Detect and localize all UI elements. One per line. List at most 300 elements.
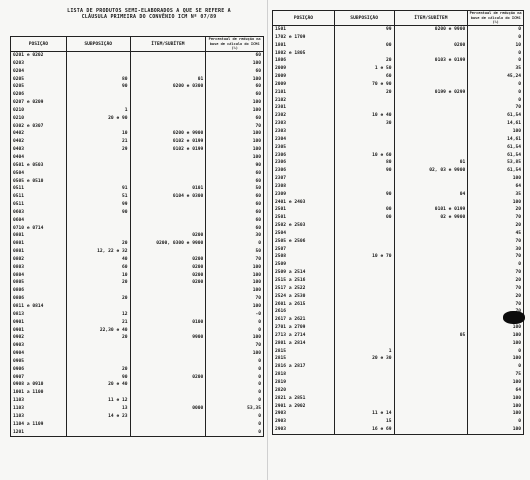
cell-percentual: 70	[206, 342, 264, 350]
table-row	[273, 183, 524, 191]
table-row	[11, 264, 264, 272]
table-row	[11, 225, 264, 233]
cell-subposicao	[334, 308, 394, 316]
cell-item	[130, 170, 206, 178]
cell-item: 0200	[394, 42, 468, 50]
cell-percentual: 0	[468, 57, 524, 65]
cell-subposicao: 00	[334, 42, 394, 50]
cell-item: 02 e 9900	[394, 214, 468, 222]
cell-posicao: 2816 a 2817	[273, 363, 335, 371]
cell-percentual: 90	[206, 162, 264, 170]
header-subposicao: SUBPOSIÇÃO	[334, 11, 394, 26]
table-row	[11, 303, 264, 311]
cell-item	[394, 246, 468, 254]
cell-percentual: 60	[206, 217, 264, 225]
cell-item: 0101	[130, 185, 206, 193]
cell-subposicao	[334, 371, 394, 379]
cell-percentual: 100	[206, 264, 264, 272]
cell-percentual: 60	[206, 115, 264, 123]
cell-item	[394, 379, 468, 387]
cell-posicao: 1001 a 1100	[11, 389, 67, 397]
table-row	[273, 246, 524, 254]
cell-item	[130, 366, 206, 374]
cell-posicao: 0902	[11, 334, 67, 342]
cell-percentual: 30	[468, 246, 524, 254]
cell-posicao: 0302 e 0307	[11, 123, 67, 131]
cell-subposicao: 20 e 90	[66, 115, 130, 123]
cell-subposicao	[334, 379, 394, 387]
cell-percentual: 70	[468, 301, 524, 309]
table-row	[273, 120, 524, 128]
cell-posicao: 0505 e 0510	[11, 178, 67, 186]
cell-item: 0200	[130, 264, 206, 272]
cell-percentual: 60	[206, 209, 264, 217]
cell-percentual: 100	[206, 146, 264, 154]
table-row	[273, 199, 524, 207]
cell-subposicao: 15	[334, 418, 394, 426]
cell-item	[394, 410, 468, 418]
cell-item	[394, 34, 468, 42]
cell-item	[394, 293, 468, 301]
cell-subposicao: 20 e 30	[334, 355, 394, 363]
cell-subposicao	[334, 136, 394, 144]
cell-item: 0100	[130, 319, 206, 327]
cell-posicao: 0511	[11, 193, 67, 201]
cell-posicao: 0511	[11, 185, 67, 193]
cell-item	[394, 120, 468, 128]
cell-item: 01	[130, 76, 206, 84]
cell-percentual: 60	[206, 68, 264, 76]
cell-subposicao: 90	[66, 209, 130, 217]
cell-item	[394, 371, 468, 379]
cell-posicao: 0402	[11, 130, 67, 138]
cell-subposicao	[66, 389, 130, 397]
cell-posicao: 0802	[11, 256, 67, 264]
cell-posicao: 2601 a 2615	[273, 301, 335, 309]
table-row	[11, 240, 264, 248]
cell-subposicao	[334, 363, 394, 371]
cell-item: 0200	[130, 374, 206, 382]
table-row	[273, 206, 524, 214]
cell-posicao: 2818	[273, 371, 335, 379]
cell-percentual: 20	[468, 293, 524, 301]
cell-item	[130, 429, 206, 437]
cell-percentual: 14,61	[468, 136, 524, 144]
cell-posicao: 2307	[273, 175, 335, 183]
cell-percentual: 100	[206, 350, 264, 358]
cell-posicao: 0604	[11, 217, 67, 225]
table-row	[11, 311, 264, 319]
table-row	[11, 421, 264, 429]
cell-subposicao	[334, 230, 394, 238]
ink-blot-mark	[503, 311, 525, 324]
cell-percentual: 35	[468, 191, 524, 199]
cell-posicao: 2903	[273, 418, 335, 426]
cell-subposicao	[66, 170, 130, 178]
cell-item	[394, 418, 468, 426]
cell-percentual: 100	[468, 175, 524, 183]
table-row	[273, 159, 524, 167]
cell-posicao: 0204	[11, 68, 67, 76]
cell-percentual: 61,54	[468, 112, 524, 120]
table-row	[11, 256, 264, 264]
cell-posicao: 2501	[273, 214, 335, 222]
table-row	[273, 285, 524, 293]
cell-posicao: 2009	[273, 81, 335, 89]
table-row	[11, 319, 264, 327]
cell-item	[394, 340, 468, 348]
cell-posicao: 0906	[11, 366, 67, 374]
cell-percentual: 70	[468, 214, 524, 222]
table-row	[273, 57, 524, 65]
cell-item: 0101 e 0199	[394, 206, 468, 214]
cell-item	[394, 175, 468, 183]
cell-posicao: 1702 e 1709	[273, 34, 335, 42]
cell-item	[130, 225, 206, 233]
cell-percentual: 100	[206, 334, 264, 342]
cell-subposicao	[334, 324, 394, 332]
cell-posicao: 0811 e 0814	[11, 303, 67, 311]
cell-subposicao: 10 e 70	[334, 253, 394, 261]
cell-posicao: 0803	[11, 264, 67, 272]
header-item: ÍTEM/SUBÍTEM	[394, 11, 468, 26]
cell-subposicao	[66, 287, 130, 295]
cell-item: 0103 e 0199	[394, 57, 468, 65]
cell-item	[130, 413, 206, 421]
cell-subposicao	[66, 52, 130, 60]
cell-item	[394, 97, 468, 105]
cell-percentual: 30	[206, 232, 264, 240]
cell-percentual: 45,24	[468, 73, 524, 81]
cell-percentual: 70	[206, 123, 264, 131]
table-row	[11, 397, 264, 405]
cell-item	[394, 230, 468, 238]
cell-subposicao	[66, 162, 130, 170]
cell-posicao: 2302	[273, 112, 335, 120]
cell-percentual: 70	[468, 238, 524, 246]
cell-posicao: 2502 e 2503	[273, 222, 335, 230]
table-row	[273, 97, 524, 105]
cell-item	[130, 217, 206, 225]
cell-posicao: 1501	[273, 26, 335, 34]
cell-item	[394, 316, 468, 324]
cell-item	[394, 301, 468, 309]
cell-percentual: 0	[468, 26, 524, 34]
cell-subposicao: 21	[66, 319, 130, 327]
table-row	[11, 178, 264, 186]
cell-percentual: 0	[206, 389, 264, 397]
cell-item: 02, 03 e 9900	[394, 167, 468, 175]
cell-percentual: 60	[206, 178, 264, 186]
cell-subposicao	[334, 222, 394, 230]
table-row	[11, 146, 264, 154]
cell-percentual: 70	[468, 269, 524, 277]
cell-subposicao	[334, 316, 394, 324]
cell-posicao: 0907	[11, 374, 67, 382]
cell-posicao: 0801	[11, 240, 67, 248]
cell-item: 0102 e 0199	[130, 146, 206, 154]
cell-item	[130, 287, 206, 295]
cell-item: 05	[394, 332, 468, 340]
table-row	[11, 327, 264, 335]
cell-item: 01	[394, 159, 468, 167]
cell-subposicao	[334, 285, 394, 293]
cell-item	[130, 60, 206, 68]
cell-item	[394, 81, 468, 89]
cell-percentual: 60	[206, 83, 264, 91]
table-row	[273, 261, 524, 269]
cell-subposicao	[334, 403, 394, 411]
cell-item	[394, 73, 468, 81]
cell-subposicao	[334, 183, 394, 191]
cell-subposicao	[66, 421, 130, 429]
cell-item	[394, 238, 468, 246]
cell-percentual: 100	[206, 279, 264, 287]
header-subposicao: SUBPOSIÇÃO	[66, 37, 130, 52]
cell-subposicao	[66, 99, 130, 107]
cell-item	[394, 199, 468, 207]
cell-percentual: 70	[206, 256, 264, 264]
cell-subposicao	[66, 68, 130, 76]
cell-percentual: -0	[206, 311, 264, 319]
title-line-1: LISTA DE PRODUTOS SEMI-ELABORADOS A QUE SE REFERE A	[67, 8, 231, 14]
cell-item	[394, 144, 468, 152]
cell-subposicao: 00	[334, 214, 394, 222]
cell-subposicao: 30	[334, 120, 394, 128]
table-row	[11, 405, 264, 413]
cell-item	[130, 358, 206, 366]
cell-subposicao	[334, 277, 394, 285]
cell-percentual: 0	[206, 421, 264, 429]
cell-percentual: 20	[468, 222, 524, 230]
header-item: ÍTEM/SUBÍTEM	[130, 37, 206, 52]
cell-subposicao: 20	[66, 295, 130, 303]
cell-posicao: 2304	[273, 136, 335, 144]
cell-posicao: 2515 a 2516	[273, 277, 335, 285]
table-row	[11, 91, 264, 99]
table-row	[11, 350, 264, 358]
cell-subposicao	[334, 199, 394, 207]
table-row	[273, 191, 524, 199]
cell-posicao: 2820	[273, 387, 335, 395]
cell-posicao: 2306	[273, 159, 335, 167]
cell-percentual: 100	[206, 154, 264, 162]
cell-subposicao: 10 e 60	[334, 152, 394, 160]
table-row	[273, 379, 524, 387]
cell-subposicao	[334, 238, 394, 246]
cell-posicao: 0603	[11, 209, 67, 217]
table-row	[273, 128, 524, 136]
cell-percentual: 0	[206, 381, 264, 389]
table-row	[11, 217, 264, 225]
cell-posicao: 2819	[273, 379, 335, 387]
cell-percentual: 10	[468, 42, 524, 50]
table-row	[273, 363, 524, 371]
table-row	[11, 366, 264, 374]
table-row	[273, 387, 524, 395]
table-row	[11, 201, 264, 209]
table-row	[11, 209, 264, 217]
cell-posicao: 2009	[273, 73, 335, 81]
cell-subposicao: 80	[66, 76, 130, 84]
cell-subposicao: 20	[66, 366, 130, 374]
cell-item: 0104 e 0300	[130, 193, 206, 201]
cell-posicao: 0501 e 0503	[11, 162, 67, 170]
cell-item	[130, 327, 206, 335]
cell-subposicao: 20	[66, 240, 130, 248]
cell-percentual: 0	[468, 81, 524, 89]
cell-item	[130, 209, 206, 217]
cell-subposicao: 20	[334, 57, 394, 65]
cell-posicao: 2401 e 2403	[273, 199, 335, 207]
cell-percentual: 70	[468, 104, 524, 112]
cell-item	[394, 363, 468, 371]
cell-percentual: 100	[468, 395, 524, 403]
cell-posicao: 1103	[11, 405, 67, 413]
cell-posicao: 0801	[11, 232, 67, 240]
cell-subposicao: 10	[66, 130, 130, 138]
cell-item: 0200 e 9900	[130, 130, 206, 138]
cell-item	[394, 50, 468, 58]
cell-item	[394, 152, 468, 160]
table-row	[11, 248, 264, 256]
table-row	[273, 301, 524, 309]
cell-item	[394, 136, 468, 144]
table-row	[11, 374, 264, 382]
cell-percentual: 64	[468, 387, 524, 395]
table-row	[273, 81, 524, 89]
cell-percentual: 60	[206, 91, 264, 99]
cell-item	[130, 303, 206, 311]
cell-item	[394, 128, 468, 136]
cell-item: 0200 e 9900	[394, 26, 468, 34]
table-row	[273, 395, 524, 403]
cell-item	[394, 324, 468, 332]
cell-subposicao	[334, 340, 394, 348]
cell-posicao: 2101	[273, 89, 335, 97]
cell-subposicao	[66, 232, 130, 240]
cell-posicao: 2524 a 2530	[273, 293, 335, 301]
cell-posicao: 2509	[273, 261, 335, 269]
table-header-row	[273, 11, 524, 26]
cell-percentual: 20	[468, 277, 524, 285]
cell-subposicao	[334, 301, 394, 309]
cell-posicao: 2306	[273, 152, 335, 160]
cell-percentual: 0	[468, 97, 524, 105]
table-row	[273, 418, 524, 426]
table-row	[273, 308, 524, 316]
header-posicao: POSIÇÃO	[273, 11, 335, 26]
table-row	[11, 429, 264, 437]
cell-posicao: 1801	[273, 42, 335, 50]
cell-subposicao: 00	[334, 206, 394, 214]
table-row	[11, 60, 264, 68]
cell-posicao: 0805	[11, 279, 67, 287]
cell-item	[130, 178, 206, 186]
cell-subposicao: 22,30 e 40	[66, 327, 130, 335]
cell-item	[394, 261, 468, 269]
cell-posicao: 0905	[11, 358, 67, 366]
cell-percentual: 100	[468, 340, 524, 348]
cell-posicao: 2504	[273, 230, 335, 238]
cell-item	[130, 115, 206, 123]
cell-percentual: 35	[468, 65, 524, 73]
cell-posicao: 0205	[11, 76, 67, 84]
cell-percentual: 100	[206, 130, 264, 138]
cell-posicao: 2102	[273, 97, 335, 105]
cell-subposicao	[66, 358, 130, 366]
cell-posicao: 0201 e 0202	[11, 52, 67, 60]
cell-subposicao	[334, 395, 394, 403]
cell-posicao: 1802 e 1805	[273, 50, 335, 58]
cell-posicao: 0203	[11, 60, 67, 68]
cell-subposicao: 21	[66, 138, 130, 146]
table-row	[273, 238, 524, 246]
table-row	[273, 42, 524, 50]
cell-posicao: 0813	[11, 311, 67, 319]
cell-posicao: 0901	[11, 327, 67, 335]
cell-percentual: 0	[206, 240, 264, 248]
cell-item	[130, 381, 206, 389]
cell-posicao: 0801	[11, 248, 67, 256]
cell-item	[130, 68, 206, 76]
cell-percentual: 100	[468, 324, 524, 332]
cell-posicao: 1103	[11, 413, 67, 421]
cell-subposicao	[66, 342, 130, 350]
cell-posicao: 2617 a 2621	[273, 316, 335, 324]
table-row	[273, 34, 524, 42]
cell-item: 0199 e 0299	[394, 89, 468, 97]
table-row	[273, 371, 524, 379]
table-row	[11, 358, 264, 366]
table-row	[11, 115, 264, 123]
table-row	[11, 52, 264, 60]
cell-percentual: 20	[468, 206, 524, 214]
document-title	[34, 8, 264, 20]
cell-posicao: 2305	[273, 144, 335, 152]
table-row	[273, 104, 524, 112]
cell-subposicao: 13	[66, 405, 130, 413]
cell-percentual: 0	[206, 358, 264, 366]
cell-posicao: 0710 e 0714	[11, 225, 67, 233]
cell-percentual: 0	[206, 366, 264, 374]
cell-subposicao	[334, 269, 394, 277]
table-row	[273, 144, 524, 152]
cell-item: 0200	[130, 272, 206, 280]
cell-item	[130, 154, 206, 162]
cell-subposicao	[66, 429, 130, 437]
table-row	[273, 410, 524, 418]
cell-percentual: 0	[206, 429, 264, 437]
cell-item	[130, 350, 206, 358]
table-row	[11, 130, 264, 138]
cell-subposicao	[66, 91, 130, 99]
cell-posicao: 2303	[273, 120, 335, 128]
cell-item	[394, 387, 468, 395]
cell-posicao: 2821 a 2851	[273, 395, 335, 403]
table-row	[11, 381, 264, 389]
cell-posicao: 2517 a 2522	[273, 285, 335, 293]
cell-posicao: 0403	[11, 146, 67, 154]
cell-posicao: 0210	[11, 107, 67, 115]
cell-subposicao: 51	[66, 193, 130, 201]
cell-posicao: 0404	[11, 154, 67, 162]
cell-subposicao	[66, 60, 130, 68]
table-row	[273, 403, 524, 411]
cell-posicao: 2501	[273, 206, 335, 214]
cell-percentual: 50	[206, 248, 264, 256]
cell-posicao: 1104 a 1109	[11, 421, 67, 429]
